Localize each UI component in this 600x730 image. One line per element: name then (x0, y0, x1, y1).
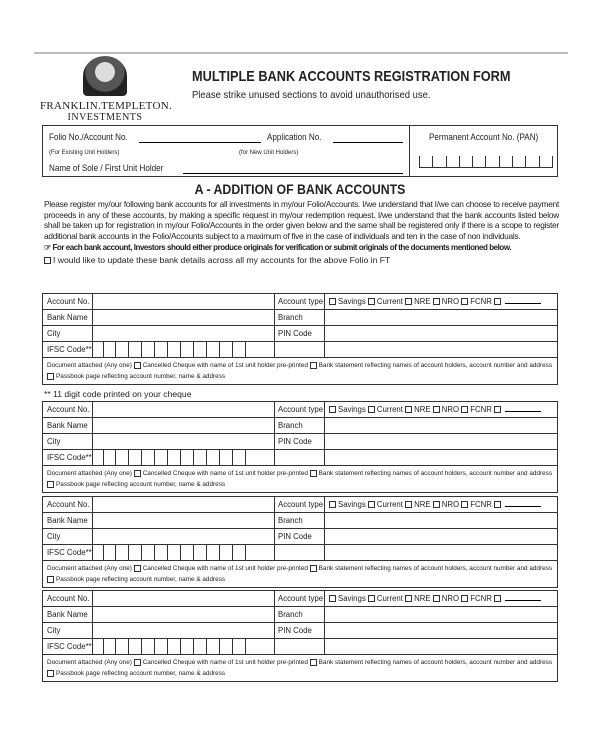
ifsc-cell[interactable] (168, 639, 181, 654)
checkbox[interactable] (433, 406, 440, 413)
savings-label: Savings (338, 500, 366, 509)
nre-option[interactable] (405, 594, 430, 603)
note-text: For each bank account, Investors should either produce originals for verification or submit originals of the documents mentioned below. (52, 243, 512, 252)
checkbox[interactable] (461, 298, 468, 305)
bank-name-label: Bank Name (47, 610, 88, 619)
account-type-options (325, 591, 557, 606)
city-field[interactable] (93, 434, 275, 449)
ifsc-cell[interactable] (103, 450, 116, 465)
savings-option[interactable] (329, 594, 366, 603)
account-no-label: Account No. (47, 405, 90, 414)
account-type-options (325, 294, 557, 309)
ifsc-cell[interactable] (129, 639, 142, 654)
city-label: City (47, 626, 61, 635)
passbook-label: Passbook page reflecting account number, name & address (56, 670, 226, 677)
ifsc-cell[interactable] (168, 450, 181, 465)
checkbox[interactable] (47, 373, 54, 380)
ifsc-cell[interactable] (207, 342, 220, 357)
doc-attached-label: Document attached (Any one) (47, 470, 132, 477)
divider (409, 126, 410, 176)
top-rule (34, 52, 568, 54)
current-option[interactable] (368, 500, 403, 509)
branch-field[interactable] (325, 607, 557, 622)
account-type-label: Account type (278, 297, 324, 306)
checkbox[interactable] (134, 470, 141, 477)
account-no-field[interactable] (93, 591, 275, 606)
bank-account-block-3 (42, 496, 558, 588)
account-no-field[interactable] (93, 497, 275, 512)
savings-label: Savings (338, 405, 366, 414)
current-option[interactable] (368, 297, 403, 306)
pin-field[interactable] (325, 326, 557, 341)
nre-option[interactable] (405, 297, 430, 306)
checkbox[interactable] (329, 406, 336, 413)
fcnr-option[interactable] (461, 500, 492, 509)
pin-label: PIN Code (278, 329, 312, 338)
ifsc-cell[interactable] (181, 545, 194, 560)
ifsc-cell[interactable] (181, 342, 194, 357)
checkbox[interactable] (329, 501, 336, 508)
documents-attached (43, 466, 557, 492)
intro-paragraph: Please register my/our following bank accounts for all investments in my/our Folio/Accounts. I/we understand that I/we can choose to receive payment proceeds in any of these accounts, by making a specific request in my/our redemption request. I/we understand that the bank accounts listed below shall be taken up for registration in my/our Folio/Accounts in the order given below and the same shall be registered only if there is a scope to register additional bank accounts in the Folio/Accounts subject to a maximum of five in the case of individuals and ten in the case of non individuals. (44, 199, 559, 241)
checkbox[interactable] (368, 298, 375, 305)
doc-attached-label: Document attached (Any one) (47, 362, 132, 369)
fcnr-label: FCNR (470, 405, 492, 414)
bank-name-label: Bank Name (47, 313, 88, 322)
nre-option[interactable] (405, 405, 430, 414)
checkbox[interactable] (134, 565, 141, 572)
passbook-option[interactable] (47, 481, 225, 488)
passbook-option[interactable] (47, 373, 225, 380)
savings-option[interactable] (329, 297, 366, 306)
checkbox[interactable] (47, 670, 54, 677)
other-type-field[interactable] (505, 506, 541, 507)
branch-label: Branch (278, 421, 303, 430)
city-label: City (47, 532, 61, 541)
cheque-label: Cancelled Cheque with name of 1st unit holder pre-printed (142, 659, 308, 666)
passbook-option[interactable] (47, 670, 225, 677)
ifsc-field[interactable] (93, 450, 275, 465)
cheque-label: Cancelled Cheque with name of 1st unit holder pre-printed (142, 470, 308, 477)
documents-attached (43, 561, 557, 587)
other-checkbox[interactable] (494, 406, 501, 413)
doc-attached-label: Document attached (Any one) (47, 565, 132, 572)
portrait-icon (83, 56, 127, 96)
city-field[interactable] (93, 326, 275, 341)
ifsc-cell[interactable] (155, 639, 168, 654)
cheque-option[interactable] (134, 565, 308, 572)
holder-name-label: Name of Sole / First Unit Holder (49, 163, 164, 173)
folio-label: Folio No./Account No. (49, 132, 128, 142)
ifsc-cell[interactable] (181, 450, 194, 465)
application-label: Application No. (267, 132, 322, 142)
pin-field[interactable] (325, 623, 557, 638)
branch-field[interactable] (325, 418, 557, 433)
checkbox[interactable] (310, 659, 317, 666)
statement-label: Bank statement reflecting names of account holders, account number and address (318, 362, 553, 369)
branch-label: Branch (278, 516, 303, 525)
ifsc-cell[interactable] (220, 450, 233, 465)
bank-name-label: Bank Name (47, 421, 88, 430)
folio-field[interactable] (139, 142, 261, 143)
fcnr-option[interactable] (461, 405, 492, 414)
ifsc-cell[interactable] (155, 342, 168, 357)
nre-label: NRE (414, 297, 431, 306)
ifsc-cell[interactable] (233, 639, 246, 654)
account-type-label: Account type (278, 594, 324, 603)
ifsc-cell[interactable] (116, 342, 129, 357)
ifsc-cell[interactable] (103, 639, 116, 654)
account-type-label: Account type (278, 500, 324, 509)
statement-option[interactable] (310, 659, 552, 666)
ifsc-cell[interactable] (155, 545, 168, 560)
account-no-field[interactable] (93, 402, 275, 417)
checkbox[interactable] (329, 595, 336, 602)
ifsc-cell[interactable] (129, 342, 142, 357)
section-title: A - ADDITION OF BANK ACCOUNTS (194, 181, 406, 197)
ifsc-label: IFSC Code** (47, 642, 92, 651)
other-type-field[interactable] (505, 411, 541, 412)
nre-label: NRE (414, 594, 431, 603)
checkbox[interactable] (368, 406, 375, 413)
statement-option[interactable] (310, 362, 552, 369)
nre-label: NRE (414, 500, 431, 509)
checkbox[interactable] (433, 501, 440, 508)
ifsc-field[interactable] (93, 545, 275, 560)
city-field[interactable] (93, 623, 275, 638)
ifsc-cell[interactable] (233, 545, 246, 560)
nre-option[interactable] (405, 500, 430, 509)
pin-label: PIN Code (278, 532, 312, 541)
branch-label: Branch (278, 610, 303, 619)
checkbox[interactable] (134, 362, 141, 369)
nro-option[interactable] (433, 405, 459, 414)
logo-line2: INVESTMENTS (67, 112, 143, 123)
ifsc-cell[interactable] (233, 450, 246, 465)
ifsc-cell[interactable] (194, 342, 207, 357)
ifsc-cell[interactable] (129, 450, 142, 465)
ifsc-field[interactable] (93, 342, 275, 357)
checkbox[interactable] (405, 501, 412, 508)
checkbox[interactable] (368, 595, 375, 602)
ifsc-cell[interactable] (207, 639, 220, 654)
bank-name-field[interactable] (93, 310, 275, 325)
current-option[interactable] (368, 405, 403, 414)
nro-label: NRO (441, 500, 460, 509)
doc-attached-label: Document attached (Any one) (47, 659, 132, 666)
application-hint: (for New Unit Holders) (239, 150, 299, 156)
ifsc-cell[interactable] (220, 545, 233, 560)
current-label: Current (376, 594, 403, 603)
ifsc-cell[interactable] (142, 545, 155, 560)
checkbox[interactable] (461, 406, 468, 413)
bank-name-field[interactable] (93, 607, 275, 622)
checkbox[interactable] (368, 501, 375, 508)
nre-label: NRE (414, 405, 431, 414)
current-option[interactable] (368, 594, 403, 603)
other-type-field[interactable] (505, 600, 541, 601)
intro-section (44, 199, 559, 266)
statement-label: Bank statement reflecting names of account holders, account number and address (318, 565, 553, 572)
fcnr-option[interactable] (461, 594, 492, 603)
ifsc-cell[interactable] (142, 450, 155, 465)
other-type-field[interactable] (505, 303, 541, 304)
fcnr-label: FCNR (470, 500, 492, 509)
footnote: ** 11 digit code printed on your cheque (44, 389, 192, 399)
header-box (42, 125, 558, 177)
pan-field[interactable] (419, 156, 553, 168)
current-label: Current (376, 500, 403, 509)
statement-option[interactable] (310, 470, 552, 477)
ifsc-cell[interactable] (220, 639, 233, 654)
other-checkbox[interactable] (494, 501, 501, 508)
franklin-templeton-logo (40, 56, 170, 123)
bank-name-field[interactable] (93, 418, 275, 433)
nro-option[interactable] (433, 297, 459, 306)
checkbox[interactable] (405, 595, 412, 602)
ifsc-cell[interactable] (116, 450, 129, 465)
ifsc-cell[interactable] (155, 450, 168, 465)
bank-account-block-4 (42, 590, 558, 682)
other-checkbox[interactable] (494, 595, 501, 602)
savings-label: Savings (338, 297, 366, 306)
ifsc-cell[interactable] (207, 450, 220, 465)
bank-account-block-1 (42, 293, 558, 385)
checkbox[interactable] (433, 298, 440, 305)
checkbox[interactable] (134, 659, 141, 666)
savings-option[interactable] (329, 500, 366, 509)
ifsc-cell[interactable] (233, 342, 246, 357)
fcnr-option[interactable] (461, 297, 492, 306)
checkbox[interactable] (310, 362, 317, 369)
ifsc-cell[interactable] (194, 545, 207, 560)
bank-name-label: Bank Name (47, 516, 88, 525)
bank-name-field[interactable] (93, 513, 275, 528)
form-subtitle: Please strike unused sections to avoid unauthorised use. (192, 89, 431, 101)
nro-label: NRO (441, 405, 460, 414)
ifsc-cell[interactable] (181, 639, 194, 654)
pan-label: Permanent Account No. (PAN) (429, 132, 539, 142)
pointer-icon: ☞ (44, 243, 53, 252)
ifsc-cell[interactable] (207, 545, 220, 560)
branch-field[interactable] (325, 513, 557, 528)
folio-hint: (For Existing Unit Holders) (49, 150, 120, 156)
pin-label: PIN Code (278, 437, 312, 446)
current-label: Current (376, 297, 403, 306)
cheque-option[interactable] (134, 470, 308, 477)
passbook-label: Passbook page reflecting account number, name & address (56, 576, 226, 583)
ifsc-cell[interactable] (103, 342, 116, 357)
documents-attached (43, 358, 557, 384)
current-label: Current (376, 405, 403, 414)
bank-account-block-2 (42, 401, 558, 493)
cheque-label: Cancelled Cheque with name of 1st unit holder pre-printed (142, 362, 308, 369)
cheque-label: Cancelled Cheque with name of 1st unit holder pre-printed (142, 565, 308, 572)
nro-option[interactable] (433, 594, 459, 603)
checkbox[interactable] (461, 595, 468, 602)
account-no-field[interactable] (93, 294, 275, 309)
pin-field[interactable] (325, 434, 557, 449)
checkbox[interactable] (329, 298, 336, 305)
account-no-label: Account No. (47, 500, 90, 509)
savings-option[interactable] (329, 405, 366, 414)
ifsc-cell[interactable] (142, 342, 155, 357)
checkbox[interactable] (310, 565, 317, 572)
checkbox[interactable] (44, 257, 51, 264)
nro-option[interactable] (433, 500, 459, 509)
checkbox[interactable] (433, 595, 440, 602)
application-field[interactable] (333, 142, 403, 143)
update-all-label: I would like to update these bank details across all my accounts for the above Folio in FT (53, 255, 391, 265)
city-field[interactable] (93, 529, 275, 544)
savings-label: Savings (338, 594, 366, 603)
checkbox[interactable] (461, 501, 468, 508)
nro-label: NRO (441, 297, 460, 306)
statement-option[interactable] (310, 565, 552, 572)
account-no-label: Account No. (47, 297, 90, 306)
ifsc-cell[interactable] (194, 450, 207, 465)
account-type-options (325, 402, 557, 417)
logo-line1: FRANKLIN.TEMPLETON. (40, 100, 172, 112)
account-type-options (325, 497, 557, 512)
pin-label: PIN Code (278, 626, 312, 635)
account-no-label: Account No. (47, 594, 90, 603)
holder-name-field[interactable] (183, 173, 403, 174)
branch-field[interactable] (325, 310, 557, 325)
documents-note (44, 243, 559, 253)
ifsc-cell[interactable] (194, 639, 207, 654)
ifsc-cell[interactable] (168, 545, 181, 560)
cheque-option[interactable] (134, 659, 308, 666)
checkbox[interactable] (405, 406, 412, 413)
ifsc-cell[interactable] (142, 639, 155, 654)
statement-label: Bank statement reflecting names of account holders, account number and address (318, 470, 553, 477)
ifsc-cell[interactable] (103, 545, 116, 560)
fcnr-label: FCNR (470, 297, 492, 306)
city-label: City (47, 437, 61, 446)
nro-label: NRO (441, 594, 460, 603)
ifsc-cell[interactable] (220, 342, 233, 357)
documents-attached (43, 655, 557, 681)
update-all-option[interactable] (44, 255, 559, 266)
ifsc-cell[interactable] (116, 545, 129, 560)
checkbox[interactable] (405, 298, 412, 305)
ifsc-label: IFSC Code** (47, 548, 92, 557)
account-type-label: Account type (278, 405, 324, 414)
checkbox[interactable] (310, 470, 317, 477)
checkbox[interactable] (47, 481, 54, 488)
statement-label: Bank statement reflecting names of account holders, account number and address (318, 659, 553, 666)
ifsc-cell[interactable] (129, 545, 142, 560)
passbook-label: Passbook page reflecting account number, name & address (56, 373, 226, 380)
branch-label: Branch (278, 313, 303, 322)
pin-field[interactable] (325, 529, 557, 544)
passbook-label: Passbook page reflecting account number, name & address (56, 481, 226, 488)
fcnr-label: FCNR (470, 594, 492, 603)
ifsc-label: IFSC Code** (47, 345, 92, 354)
form-title: MULTIPLE BANK ACCOUNTS REGISTRATION FORM (192, 68, 511, 85)
other-checkbox[interactable] (494, 298, 501, 305)
ifsc-cell[interactable] (168, 342, 181, 357)
city-label: City (47, 329, 61, 338)
ifsc-field[interactable] (93, 639, 275, 654)
cheque-option[interactable] (134, 362, 308, 369)
passbook-option[interactable] (47, 576, 225, 583)
ifsc-label: IFSC Code** (47, 453, 92, 462)
ifsc-cell[interactable] (116, 639, 129, 654)
checkbox[interactable] (47, 576, 54, 583)
